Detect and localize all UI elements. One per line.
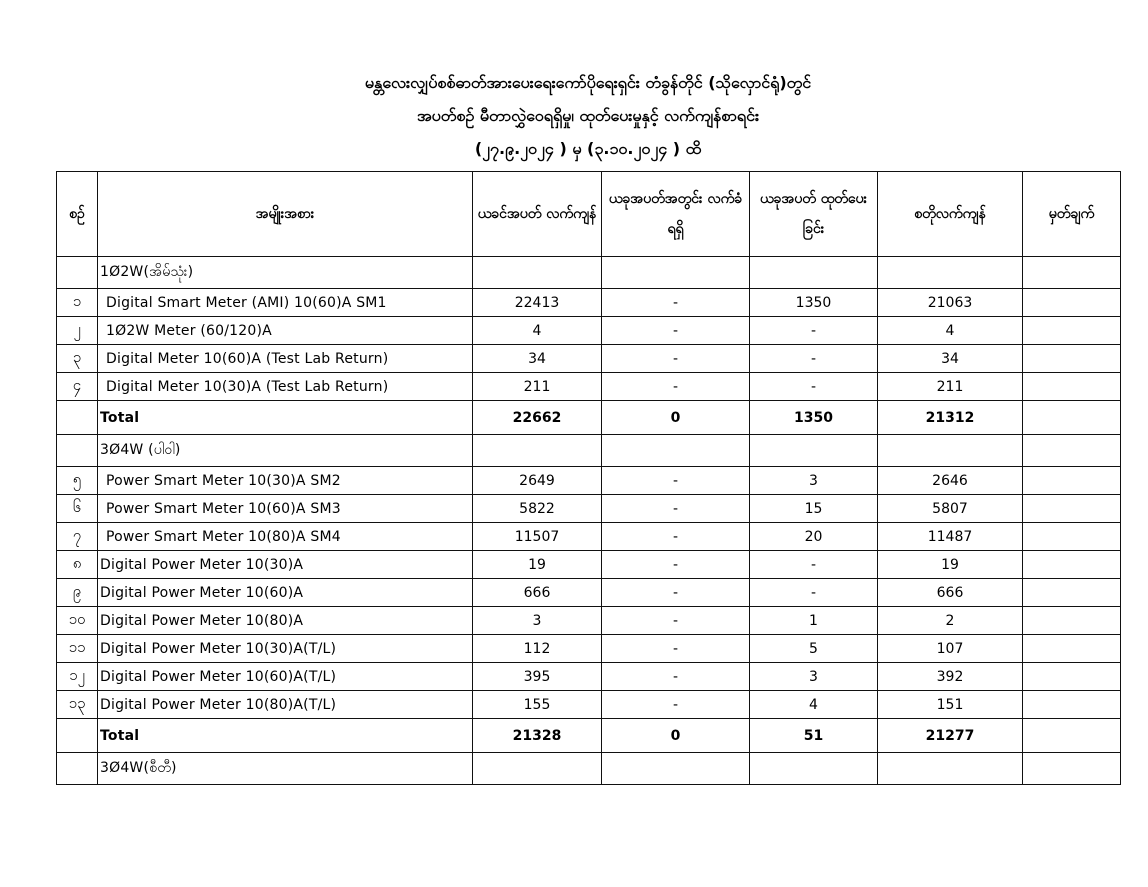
cell-balance: 666 — [878, 579, 1023, 607]
cell-prev-balance: 4 — [473, 317, 602, 345]
header-balance: စတိုလက်ကျန် — [878, 172, 1023, 257]
cell-prev-balance: 3 — [473, 607, 602, 635]
cell-description: Digital Smart Meter (AMI) 10(60)A SM1 — [98, 289, 473, 317]
cell-description: 1Ø2W Meter (60/120)A — [98, 317, 473, 345]
cell-no — [57, 257, 98, 289]
cell-no: ၆ — [57, 495, 98, 523]
cell-description: Digital Power Meter 10(60)A(T/L) — [98, 663, 473, 691]
cell-issued: 5 — [750, 635, 878, 663]
header-no: စဉ် — [57, 172, 98, 257]
cell-description: Digital Power Meter 10(60)A — [98, 579, 473, 607]
cell-remarks — [1023, 579, 1121, 607]
cell-no — [57, 719, 98, 753]
cell-issued: 20 — [750, 523, 878, 551]
cell-balance — [878, 435, 1023, 467]
cell-remarks — [1023, 345, 1121, 373]
cell-description: 1Ø2W(အိမ်သုံး) — [98, 257, 473, 289]
cell-prev-balance: 155 — [473, 691, 602, 719]
cell-description: Digital Power Meter 10(80)A(T/L) — [98, 691, 473, 719]
cell-received: 0 — [602, 401, 750, 435]
cell-description: Total — [98, 719, 473, 753]
cell-balance: 21063 — [878, 289, 1023, 317]
cell-received: - — [602, 691, 750, 719]
table-row — [57, 467, 1121, 495]
table-row — [57, 317, 1121, 345]
cell-prev-balance: 21328 — [473, 719, 602, 753]
cell-issued — [750, 257, 878, 289]
cell-balance: 151 — [878, 691, 1023, 719]
cell-balance: 392 — [878, 663, 1023, 691]
table-row-section — [57, 435, 1121, 467]
cell-received: - — [602, 345, 750, 373]
cell-received: - — [602, 373, 750, 401]
cell-remarks — [1023, 317, 1121, 345]
header-issued: ယခုအပတ် ထုတ်ပေးခြင်း — [750, 172, 878, 257]
cell-remarks — [1023, 607, 1121, 635]
header-prev-balance: ယခင်အပတ် လက်ကျန် — [473, 172, 602, 257]
cell-issued: 1 — [750, 607, 878, 635]
cell-issued: - — [750, 345, 878, 373]
meter-inventory-table — [56, 171, 1121, 785]
cell-remarks — [1023, 467, 1121, 495]
cell-no: ၄ — [57, 373, 98, 401]
table-row — [57, 523, 1121, 551]
cell-no: ၁ — [57, 289, 98, 317]
cell-issued: - — [750, 551, 878, 579]
cell-received — [602, 753, 750, 785]
cell-balance: 2646 — [878, 467, 1023, 495]
table-body — [57, 257, 1121, 785]
cell-no — [57, 753, 98, 785]
cell-balance: 34 — [878, 345, 1023, 373]
cell-balance: 11487 — [878, 523, 1023, 551]
cell-received: - — [602, 607, 750, 635]
cell-remarks — [1023, 663, 1121, 691]
cell-description: Digital Meter 10(60)A (Test Lab Return) — [98, 345, 473, 373]
cell-remarks — [1023, 551, 1121, 579]
cell-description: Power Smart Meter 10(30)A SM2 — [98, 467, 473, 495]
cell-received: 0 — [602, 719, 750, 753]
cell-balance: 21277 — [878, 719, 1023, 753]
cell-issued — [750, 753, 878, 785]
cell-balance: 19 — [878, 551, 1023, 579]
cell-balance: 107 — [878, 635, 1023, 663]
cell-prev-balance: 666 — [473, 579, 602, 607]
cell-no — [57, 401, 98, 435]
cell-balance: 2 — [878, 607, 1023, 635]
header-received: ယခုအပတ်အတွင်း လက်ခံရရှိ — [602, 172, 750, 257]
report-date-range: (၂၇.၉.၂၀၂၄ ) မှ (၃.၁၀.၂၀၂၄ ) ထိ — [474, 138, 702, 158]
cell-issued: 1350 — [750, 289, 878, 317]
cell-received: - — [602, 317, 750, 345]
report-title-block — [56, 66, 1120, 165]
cell-received: - — [602, 467, 750, 495]
cell-remarks — [1023, 523, 1121, 551]
cell-description: 3Ø4W (ပါဝါ) — [98, 435, 473, 467]
cell-prev-balance: 2649 — [473, 467, 602, 495]
cell-no: ၁၃ — [57, 691, 98, 719]
table-row-total — [57, 401, 1121, 435]
cell-prev-balance: 5822 — [473, 495, 602, 523]
cell-balance — [878, 257, 1023, 289]
header-remarks: မှတ်ချက် — [1023, 172, 1121, 257]
cell-description: Digital Power Meter 10(30)A(T/L) — [98, 635, 473, 663]
table-row — [57, 607, 1121, 635]
cell-remarks — [1023, 289, 1121, 317]
cell-issued: 3 — [750, 663, 878, 691]
cell-description: 3Ø4W(စီတီ) — [98, 753, 473, 785]
cell-issued: 4 — [750, 691, 878, 719]
table-row — [57, 635, 1121, 663]
cell-prev-balance: 19 — [473, 551, 602, 579]
cell-received: - — [602, 551, 750, 579]
table-row — [57, 495, 1121, 523]
table-row — [57, 373, 1121, 401]
table-row — [57, 579, 1121, 607]
cell-no: ၂ — [57, 317, 98, 345]
cell-no: ၃ — [57, 345, 98, 373]
cell-received: - — [602, 289, 750, 317]
cell-remarks — [1023, 753, 1121, 785]
cell-issued: 51 — [750, 719, 878, 753]
cell-balance: 4 — [878, 317, 1023, 345]
cell-received: - — [602, 495, 750, 523]
cell-balance: 211 — [878, 373, 1023, 401]
cell-description: Digital Power Meter 10(80)A — [98, 607, 473, 635]
cell-balance — [878, 753, 1023, 785]
cell-description: Digital Meter 10(30)A (Test Lab Return) — [98, 373, 473, 401]
cell-remarks — [1023, 401, 1121, 435]
cell-remarks — [1023, 435, 1121, 467]
cell-prev-balance: 112 — [473, 635, 602, 663]
cell-prev-balance: 11507 — [473, 523, 602, 551]
report-title: မန္တလေးလျှပ်စစ်ဓာတ်အားပေးရေးကော်ပိုရေးရှင်း တံခွန်တိုင် (သိုလှောင်ရုံ)တွင် — [364, 72, 812, 92]
cell-prev-balance: 34 — [473, 345, 602, 373]
cell-prev-balance — [473, 753, 602, 785]
cell-prev-balance: 22662 — [473, 401, 602, 435]
cell-no — [57, 435, 98, 467]
cell-remarks — [1023, 495, 1121, 523]
cell-no: ၁၂ — [57, 663, 98, 691]
cell-issued: 3 — [750, 467, 878, 495]
table-row — [57, 345, 1121, 373]
cell-remarks — [1023, 635, 1121, 663]
cell-received: - — [602, 523, 750, 551]
table-row — [57, 691, 1121, 719]
cell-received — [602, 257, 750, 289]
cell-issued: - — [750, 317, 878, 345]
cell-issued — [750, 435, 878, 467]
cell-no: ၅ — [57, 467, 98, 495]
cell-balance: 5807 — [878, 495, 1023, 523]
cell-issued: 1350 — [750, 401, 878, 435]
table-row — [57, 289, 1121, 317]
table-row-section — [57, 257, 1121, 289]
cell-no: ၁၀ — [57, 607, 98, 635]
cell-remarks — [1023, 257, 1121, 289]
cell-received: - — [602, 663, 750, 691]
cell-no: ၉ — [57, 579, 98, 607]
table-header-row — [57, 172, 1121, 257]
table-row — [57, 663, 1121, 691]
cell-remarks — [1023, 719, 1121, 753]
cell-no: ၁၁ — [57, 635, 98, 663]
table-row — [57, 551, 1121, 579]
cell-remarks — [1023, 373, 1121, 401]
cell-balance: 21312 — [878, 401, 1023, 435]
cell-received: - — [602, 635, 750, 663]
cell-prev-balance: 211 — [473, 373, 602, 401]
cell-issued: 15 — [750, 495, 878, 523]
cell-prev-balance: 22413 — [473, 289, 602, 317]
cell-description: Total — [98, 401, 473, 435]
table-row-total — [57, 719, 1121, 753]
header-type: အမျိုးအစား — [98, 172, 473, 257]
cell-description: Power Smart Meter 10(60)A SM3 — [98, 495, 473, 523]
cell-description: Digital Power Meter 10(30)A — [98, 551, 473, 579]
table-row-section — [57, 753, 1121, 785]
cell-issued: - — [750, 373, 878, 401]
cell-prev-balance: 395 — [473, 663, 602, 691]
cell-description: Power Smart Meter 10(80)A SM4 — [98, 523, 473, 551]
cell-remarks — [1023, 691, 1121, 719]
cell-issued: - — [750, 579, 878, 607]
cell-prev-balance — [473, 435, 602, 467]
report-subtitle: အပတ်စဉ် မီတာလွှဲဝေရရှိမှု၊ ထုတ်ပေးမှုနှင့် လက်ကျန်စာရင်း — [416, 105, 760, 125]
cell-received: - — [602, 579, 750, 607]
cell-no: ၇ — [57, 523, 98, 551]
cell-received — [602, 435, 750, 467]
cell-no: ၈ — [57, 551, 98, 579]
cell-prev-balance — [473, 257, 602, 289]
